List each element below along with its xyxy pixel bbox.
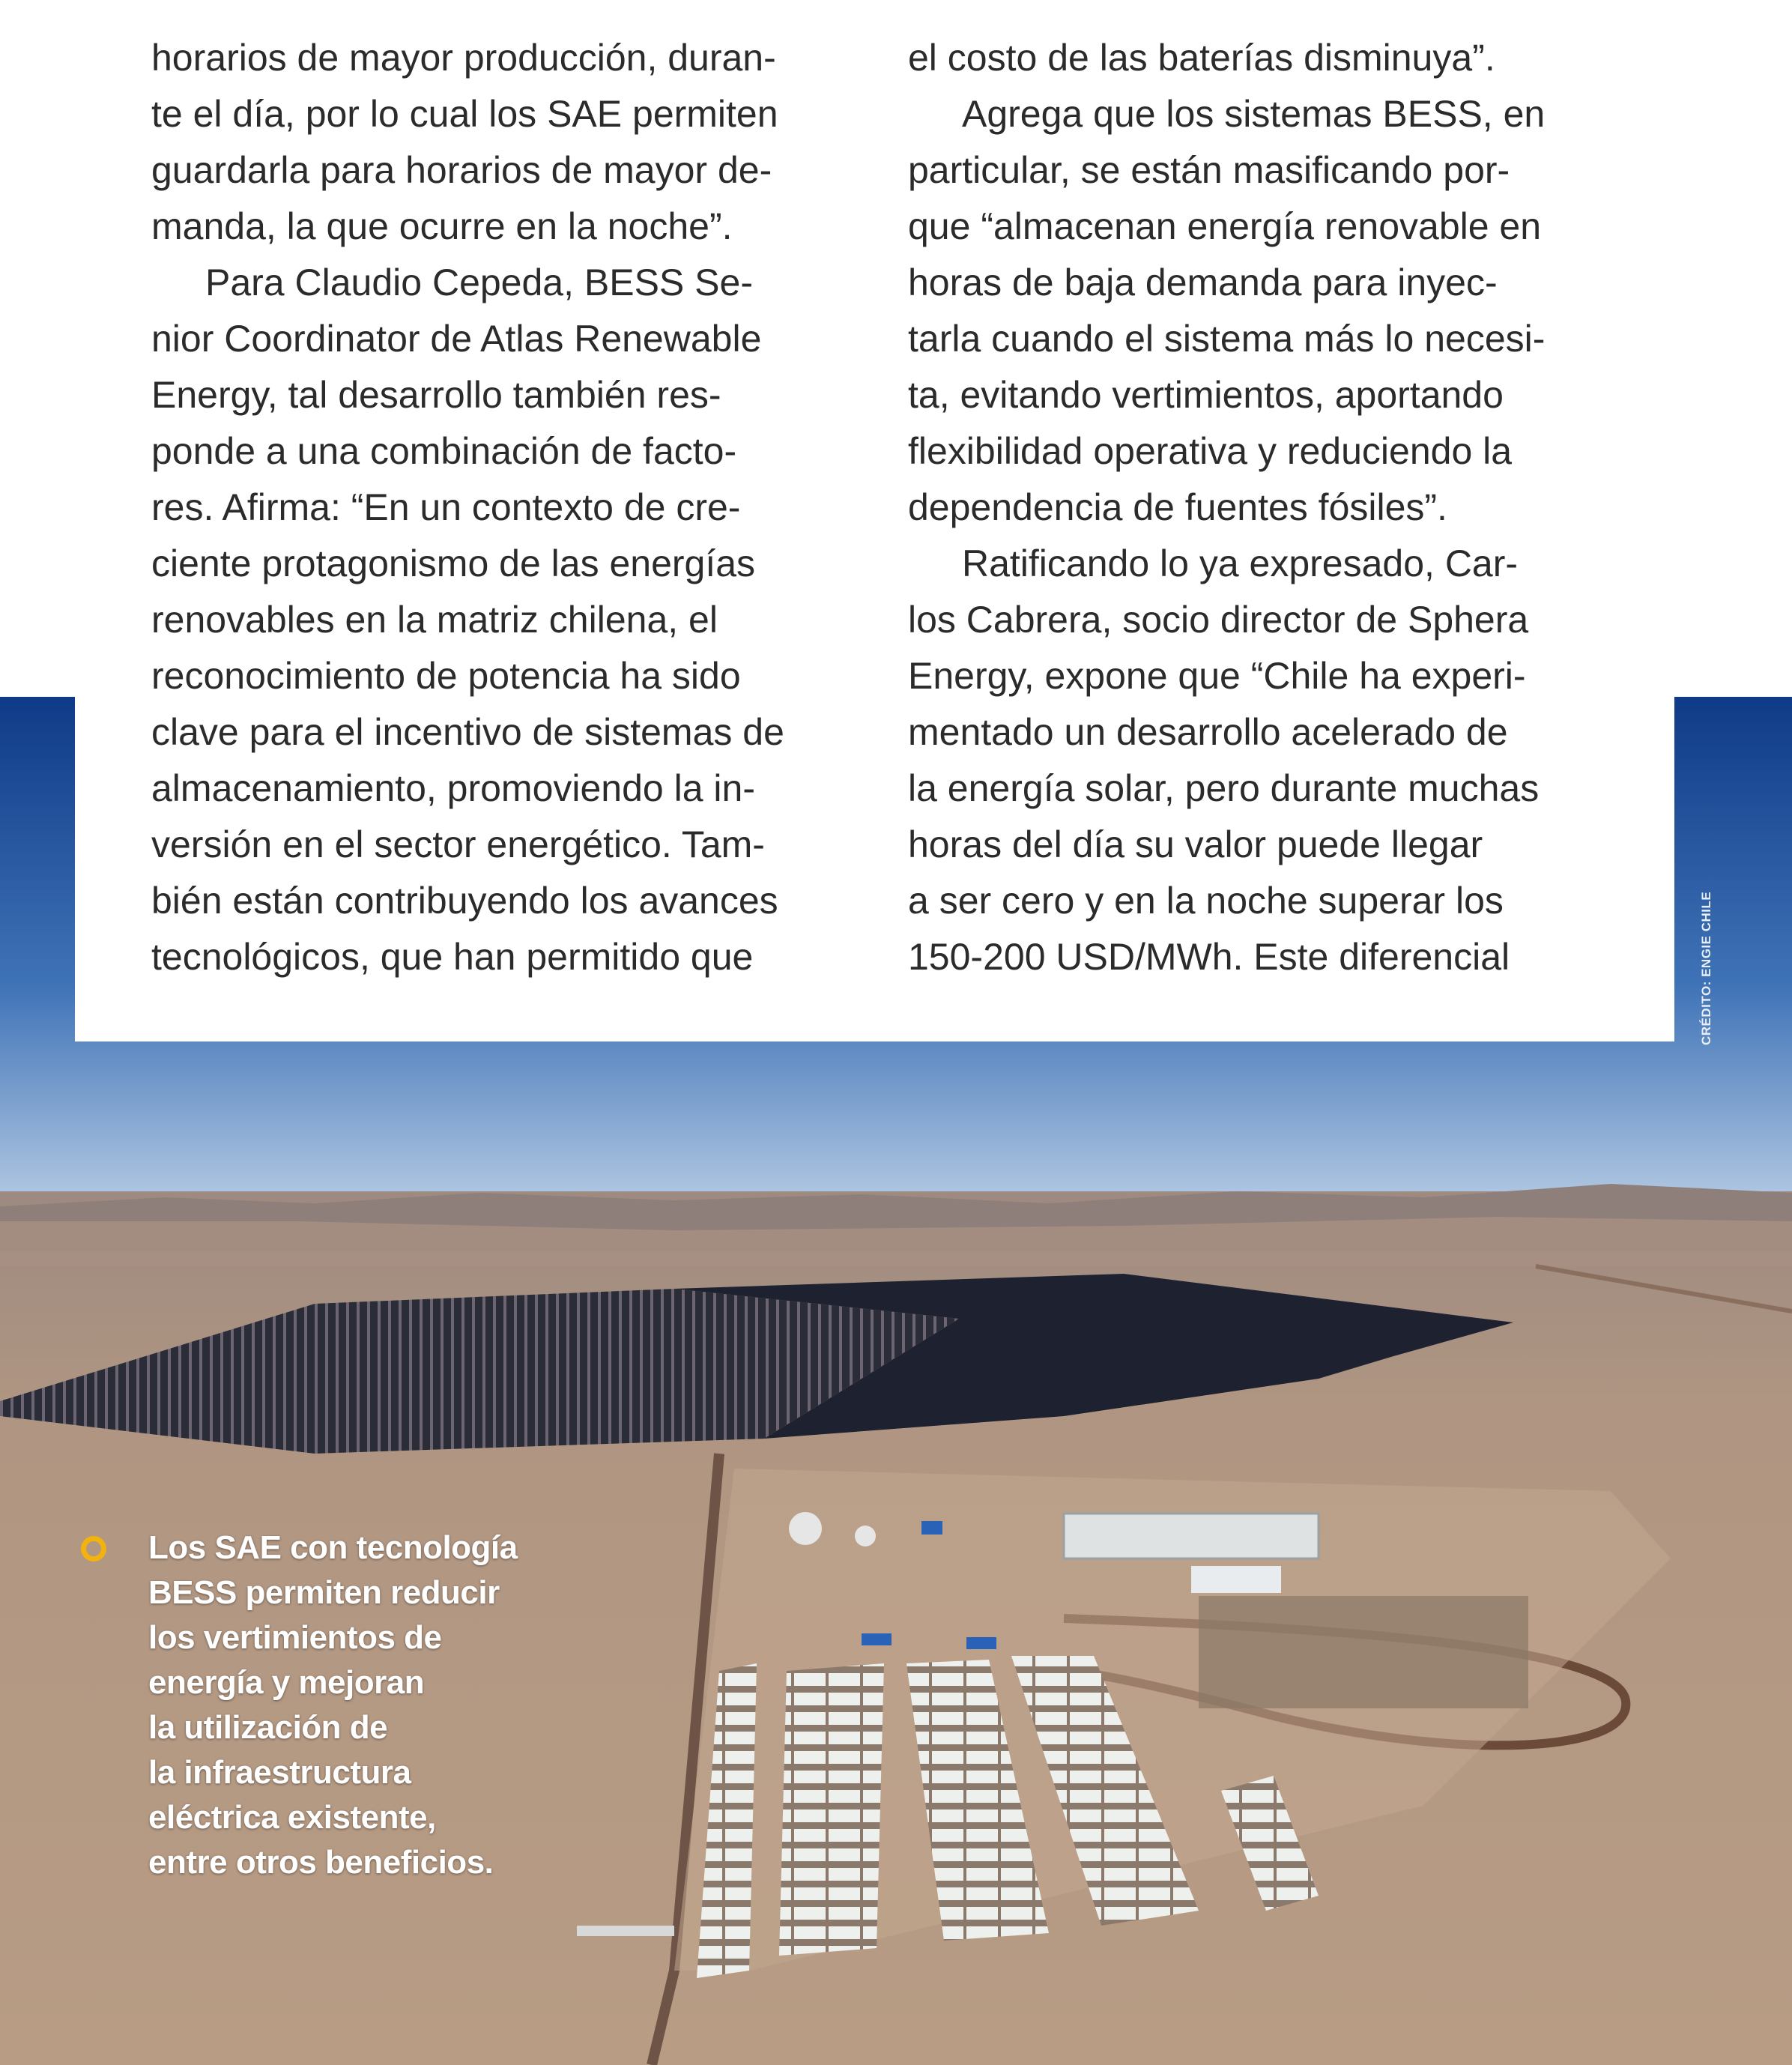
text-line: mentado un desarrollo acelerado de — [908, 711, 1508, 753]
text-line: Energy, tal desarrollo también res- — [151, 374, 721, 416]
text-line: ta, evitando vertimientos, aportando — [908, 374, 1504, 416]
text-line: Agrega que los sistemas BESS, en — [962, 93, 1546, 135]
text-line: particular, se están masificando por- — [908, 149, 1510, 191]
text-line: los Cabrera, socio director de Sphera — [908, 599, 1529, 641]
text-line: Para Claudio Cepeda, BESS Se- — [205, 261, 753, 303]
text-line: dependencia de fuentes fósiles”. — [908, 486, 1447, 528]
caption-line: Los SAE con tecnología — [148, 1529, 518, 1566]
text-line: res. Afirma: “En un contexto de cre- — [151, 486, 741, 528]
caption-text — [148, 1526, 518, 1885]
article-column-left — [151, 30, 908, 985]
circle-bullet-icon — [81, 1536, 106, 1561]
text-line: horas de baja demanda para inyec- — [908, 261, 1498, 303]
text-line: te el día, por lo cual los SAE permiten — [151, 93, 778, 135]
text-line: versión en el sector energético. Tam- — [151, 823, 765, 865]
text-line: horas del día su valor puede llegar — [908, 823, 1483, 865]
text-line: manda, la que ocurre en la noche”. — [151, 205, 733, 247]
text-line: el costo de las baterías disminuya”. — [908, 37, 1495, 79]
text-line: horarios de mayor producción, duran- — [151, 37, 776, 79]
text-line: que “almacenan energía renovable en — [908, 205, 1542, 247]
caption-line: la utilización de — [148, 1709, 388, 1746]
article-column-right — [908, 30, 1680, 985]
text-line: reconocimiento de potencia ha sido — [151, 655, 741, 697]
text-line: tarla cuando el sistema más lo necesi- — [908, 318, 1546, 360]
text-line: ponde a una combinación de facto- — [151, 430, 737, 472]
text-line: nior Coordinator de Atlas Renewable — [151, 318, 762, 360]
caption-line: energía y mejoran — [148, 1664, 425, 1701]
article-text-panel — [75, 0, 1674, 1041]
text-line: ciente protagonismo de las energías — [151, 542, 756, 584]
text-line: almacenamiento, promoviendo la in- — [151, 767, 755, 809]
text-line: Energy, expone que “Chile ha experi- — [908, 655, 1526, 697]
photo-credit: CRÉDITO: ENGIE CHILE — [1699, 891, 1713, 1045]
text-line: flexibilidad operativa y reduciendo la — [908, 430, 1513, 472]
caption-line: eléctrica existente, — [148, 1799, 436, 1836]
text-line: a ser cero y en la noche superar los — [908, 880, 1504, 922]
text-line: tecnológicos, que han permitido que — [151, 936, 754, 978]
caption-line: BESS permiten reducir — [148, 1574, 500, 1611]
caption-line: entre otros beneficios. — [148, 1844, 494, 1881]
text-line: Ratificando lo ya expresado, Car- — [962, 542, 1519, 584]
text-line: 150-200 USD/MWh. Este diferencial — [908, 936, 1510, 978]
caption-line: la infraestructura — [148, 1754, 411, 1791]
text-line: guardarla para horarios de mayor de- — [151, 149, 772, 191]
text-line: renovables en la matriz chilena, el — [151, 599, 718, 641]
text-line: bién están contribuyendo los avances — [151, 880, 778, 922]
text-line: la energía solar, pero durante muchas — [908, 767, 1540, 809]
text-line: clave para el incentivo de sistemas de — [151, 711, 784, 753]
caption-line: los vertimientos de — [148, 1619, 442, 1656]
